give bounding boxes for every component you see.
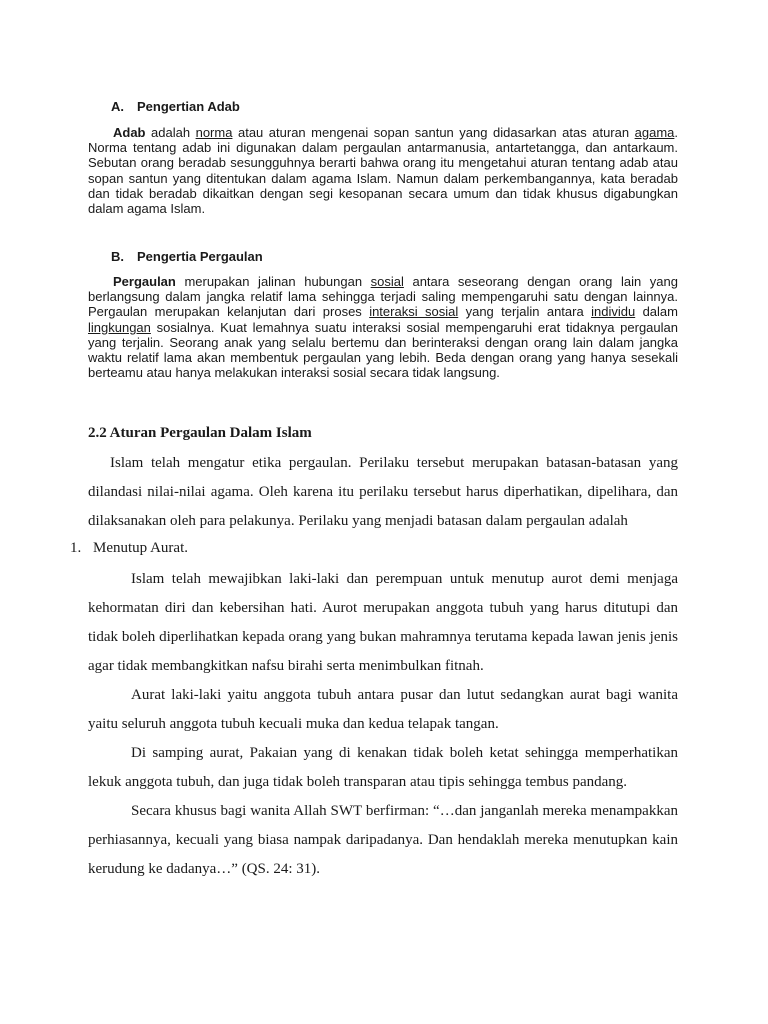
section-b-title: Pengertia Pergaulan	[137, 249, 263, 264]
text-span: merupakan jalinan hubungan	[175, 274, 371, 289]
section-a-heading	[111, 99, 240, 114]
term-pergaulan: Pergaulan	[113, 274, 176, 289]
text-span: antara seseorang dengan orang lain yang berlangsung dalam jangka relatif lama sehingga terjadi saling mempengaruhi satu dengan lainnya. Pergaulan merupakan kelanjutan dari proses	[88, 274, 678, 320]
text-span: . Norma tentang adab ini digunakan dalam pergaulan antarmanusia, antartetangga, dan antarkaum. Sebutan orang beradab sesungguhnya berarti bahwa orang itu mengetahui aturan tentang adab atau sopan santun yang ditentukan dalam agama Islam. Namun dalam perkembangannya, kata beradab dan tidak beradab dikaitkan dengan segi kesopanan secara umum dan tidak khusus digabungkan dalam agama Islam.	[88, 125, 678, 217]
link-norma[interactable]: norma	[195, 125, 233, 140]
text-span: adalah	[145, 125, 196, 140]
link-interaksi-sosial[interactable]: interaksi sosial	[369, 304, 459, 320]
text-span: sosialnya. Kuat lemahnya suatu interaksi sosial mempengaruhi erat tidaknya pergaulan yang terjalin. Seorang anak yang selalu bertemu dan berinteraksi dengan orang lain dalam jangka waktu relatif lama akan membentuk pergaulan yang lebih. Beda dengan orang yang hanya sesekali berteamu atau hanya melakukan interaksi sosial secara tidak langsung.	[88, 319, 678, 381]
text-span: atau aturan mengenai sopan santun yang didasarkan atas aturan	[232, 125, 635, 140]
aurat-paragraph-1: Islam telah mewajibkan laki-laki dan perempuan untuk menutup aurot demi menjaga kehormatan diri dan kebersihan hati. Aurot merupakan anggota tubuh yang harus ditutupi dan tidak boleh diperlihatkan kepada orang yang bukan mahramnya terutama kepada lawan jenis jenis agar tidak membangkitkan nafsu birahi serta menimbulkan fitnah.	[88, 571, 678, 674]
text-span: yang terjalin antara	[458, 304, 592, 320]
section-22-intro: Islam telah mengatur etika pergaulan. Perilaku tersebut merupakan batasan-batasan yang dilandasi nilai-nilai agama. Oleh karena itu perilaku tersebut harus diperhatikan, dipelihara, dan dilaksanakan oleh para pelakunya. Perilaku yang menjadi batasan dalam pergaulan adalah	[88, 455, 678, 529]
aurat-paragraph-4: Secara khusus bagi wanita Allah SWT berfirman: “…dan janganlah mereka menampakkan perhiasannya, kecuali yang biasa nampak daripadanya. Dan hendaklah mereka menutupkan kain kerudung ke dadanya…” (QS. 24: 31).	[88, 803, 678, 877]
section-22-title: 2.2 Aturan Pergaulan Dalam Islam	[88, 425, 312, 441]
aurat-paragraph-3: Di samping aurat, Pakaian yang di kenakan tidak boleh ketat sehingga memperhatikan lekuk anggota tubuh, dan juga tidak boleh transparan atau tipis sehingga tembus pandang.	[88, 745, 678, 790]
section-b-letter: B.	[111, 249, 124, 264]
term-adab: Adab	[113, 125, 146, 140]
section-b-heading	[111, 249, 263, 264]
list-item-label: Menutup Aurat.	[93, 540, 188, 556]
section-b-paragraph	[88, 274, 678, 380]
text-span: dalam	[635, 304, 678, 320]
list-item-number: 1.	[70, 540, 82, 556]
section-a-title: Pengertian Adab	[137, 99, 240, 114]
link-agama[interactable]: agama	[634, 125, 675, 140]
link-lingkungan[interactable]: lingkungan	[88, 319, 151, 335]
section-a-paragraph	[88, 125, 678, 216]
link-individu[interactable]: individu	[591, 304, 636, 320]
list-item-menutup-aurat	[70, 540, 188, 557]
section-a-letter: A.	[111, 99, 124, 114]
link-sosial[interactable]: sosial	[370, 274, 404, 289]
aurat-paragraph-2: Aurat laki-laki yaitu anggota tubuh antara pusar dan lutut sedangkan aurat bagi wanita yaitu seluruh anggota tubuh kecuali muka dan kedua telapak tangan.	[88, 687, 678, 732]
